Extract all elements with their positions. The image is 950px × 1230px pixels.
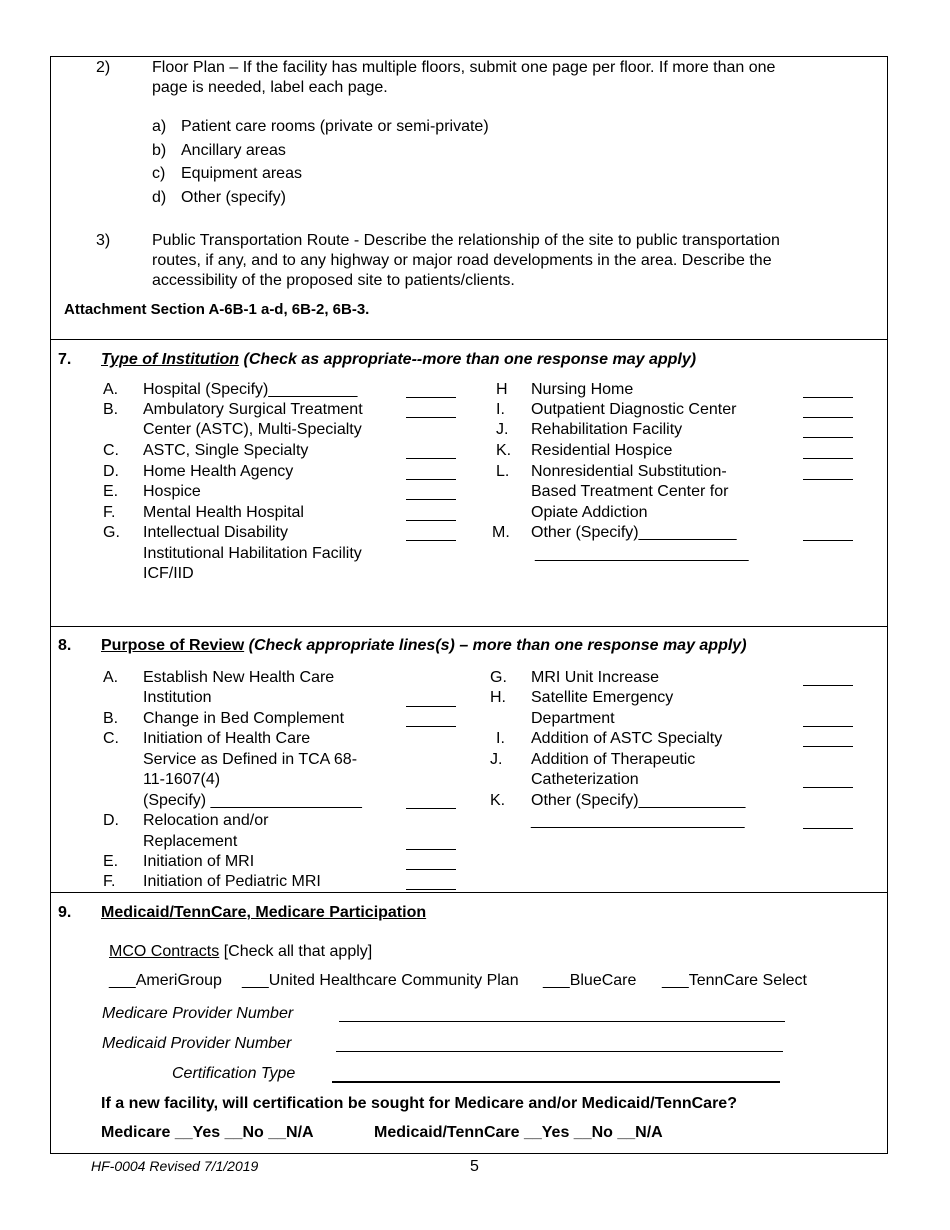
form-id: HF-0004 Revised 7/1/2019 [91,1158,259,1174]
section8-heading [101,636,747,656]
option-label: Home Health Agency [143,463,294,480]
option-label: Nursing Home [531,381,634,398]
option-letter: K. [496,442,512,459]
certification-type-label: Certification Type [172,1065,296,1082]
option-label: Change in Bed Complement [143,710,345,727]
option-label: Addition of ASTC Specialty [531,730,723,747]
subitem-letter: a) [152,118,167,135]
option-letter: B. [103,710,119,727]
mco-option-amerigroup[interactable]: ___AmeriGroup [109,972,222,989]
option-label: Residential Hospice [531,442,673,459]
checkbox-line[interactable] [406,417,456,418]
item2-text-line2: page is needed, label each page. [152,79,388,96]
option-letter: J. [490,751,503,768]
item2-number: 2) [96,59,111,76]
medicare-provider-label: Medicare Provider Number [102,1005,294,1022]
checkbox-line[interactable] [406,706,456,707]
divider-section7 [50,339,888,340]
checkbox-line[interactable] [803,685,853,686]
option-label: Institution [143,689,212,706]
checkbox-line[interactable] [406,869,456,870]
checkbox-line[interactable] [406,808,456,809]
checkbox-line[interactable] [803,458,853,459]
option-label: Intellectual Disability [143,524,288,541]
option-letter: G. [103,524,120,541]
option-letter: H. [490,689,506,706]
option-letter: C. [103,730,119,747]
item3-text-line2: routes, if any, and to any highway or major road developments in the area. Describe the [152,252,772,269]
option-label: Other (Specify)____________ [531,792,746,809]
medicare-answer[interactable]: Medicare __Yes __No __N/A [101,1124,314,1141]
option-label: Institutional Habilitation Facility [143,545,362,562]
item2-text-line1: Floor Plan – If the facility has multiple floors, submit one page per floor. If more than one [152,59,776,76]
option-letter: L. [496,463,510,480]
option-letter: C. [103,442,119,459]
checkbox-line[interactable] [406,849,456,850]
item3-text-line1: Public Transportation Route - Describe the relationship of the site to public transportation [152,232,780,249]
section9-number: 9. [58,904,72,921]
item3-text-line3: accessibility of the proposed site to patients/clients. [152,272,515,289]
mco-option-bluecare[interactable]: ___BlueCare [543,972,637,989]
item3-number: 3) [96,232,111,249]
section8-number: 8. [58,637,72,654]
subitem-text: Ancillary areas [181,142,286,159]
option-label: Satellite Emergency [531,689,674,706]
subitem-letter: d) [152,189,167,206]
certification-question: If a new facility, will certification be sought for Medicare and/or Medicaid/TennCare? [101,1095,737,1112]
option-label: Service as Defined in TCA 68- [143,751,358,768]
checkbox-line[interactable] [406,499,456,500]
option-letter: E. [103,483,119,500]
other-specify-line[interactable]: ________________________ [535,545,749,562]
subitem-text: Other (specify) [181,189,286,206]
option-label: Ambulatory Surgical Treatment [143,401,363,418]
option-letter: K. [490,792,506,809]
section8-subtitle: (Check appropriate lines(s) – more than one response may apply) [248,637,747,654]
option-letter: J. [496,421,509,438]
option-letter: D. [103,812,119,829]
medicare-provider-field[interactable] [339,1021,785,1022]
option-letter: I. [496,730,505,747]
checkbox-line[interactable] [803,726,853,727]
section8-title: Purpose of Review [101,637,245,654]
checkbox-line[interactable] [803,787,853,788]
mco-heading [109,942,372,962]
mco-option-tenncare-select[interactable]: ___TennCare Select [662,972,807,989]
page-number: 5 [470,1158,479,1175]
right-border [887,56,888,1154]
section7-number: 7. [58,351,72,368]
option-letter: D. [103,463,119,480]
option-letter: F. [103,873,116,890]
option-letter: A. [103,381,119,398]
subitem-text: Equipment areas [181,165,302,182]
top-border [50,56,888,57]
option-letter: H [496,381,508,398]
option-label: Opiate Addiction [531,504,648,521]
section9-title: Medicaid/TennCare, Medicare Participation [101,904,427,921]
option-label: (Specify) _________________ [143,792,362,809]
option-letter: I. [496,401,505,418]
certification-type-field[interactable] [332,1081,780,1083]
option-label: Rehabilitation Facility [531,421,683,438]
section7-title: Type of Institution [101,351,240,368]
other-specify-line[interactable]: ________________________ [531,812,745,829]
option-letter: G. [490,669,507,686]
subitem-letter: c) [152,165,166,182]
option-label: Department [531,710,615,727]
checkbox-line[interactable] [803,397,853,398]
option-label: Mental Health Hospital [143,504,304,521]
left-border [50,56,51,1154]
checkbox-line[interactable] [803,479,853,480]
option-label: 11-1607(4) [143,771,221,788]
section7-subtitle: (Check as appropriate--more than one response may apply) [243,351,697,368]
option-label: Establish New Health Care [143,669,335,686]
option-label: Hospice [143,483,201,500]
subitem-text: Patient care rooms (private or semi-private) [181,118,489,135]
section7-heading [101,350,696,370]
checkbox-line[interactable] [406,397,456,398]
option-label: Addition of Therapeutic [531,751,696,768]
option-label: Replacement [143,833,238,850]
checkbox-line[interactable] [406,889,456,890]
checkbox-line[interactable] [803,417,853,418]
option-label: MRI Unit Increase [531,669,660,686]
checkbox-line[interactable] [406,520,456,521]
mco-note: [Check all that apply] [219,943,373,960]
option-label: Initiation of MRI [143,853,255,870]
option-letter: M. [492,524,510,541]
checkbox-line[interactable] [803,540,853,541]
option-label: ASTC, Single Specialty [143,442,309,459]
checkbox-line[interactable] [803,437,853,438]
checkbox-line[interactable] [406,479,456,480]
option-label: ICF/IID [143,565,194,582]
option-letter: B. [103,401,119,418]
divider-section8 [50,626,888,627]
medicaid-provider-label: Medicaid Provider Number [102,1035,292,1052]
checkbox-line[interactable] [803,828,853,829]
option-label: Initiation of Pediatric MRI [143,873,321,890]
mco-label: MCO Contracts [109,943,220,960]
option-label: Other (Specify)___________ [531,524,737,541]
checkbox-line[interactable] [406,540,456,541]
bottom-border [50,1153,888,1154]
checkbox-line[interactable] [406,726,456,727]
option-label: Nonresidential Substitution- [531,463,727,480]
mco-option-united[interactable]: ___United Healthcare Community Plan [242,972,519,989]
medicaid-answer[interactable]: Medicaid/TennCare __Yes __No __N/A [374,1124,663,1141]
checkbox-line[interactable] [803,746,853,747]
option-label: Hospital (Specify)__________ [143,381,358,398]
option-letter: A. [103,669,119,686]
checkbox-line[interactable] [406,458,456,459]
option-label: Based Treatment Center for [531,483,729,500]
option-letter: E. [103,853,119,870]
option-label: Relocation and/or [143,812,269,829]
divider-section9 [50,892,888,893]
option-label: Outpatient Diagnostic Center [531,401,737,418]
subitem-letter: b) [152,142,167,159]
option-label: Center (ASTC), Multi-Specialty [143,421,362,438]
attachment-note: Attachment Section A-6B-1 a-d, 6B-2, 6B-3. [64,301,370,318]
option-label: Catheterization [531,771,639,788]
medicaid-provider-field[interactable] [336,1051,783,1052]
option-letter: F. [103,504,116,521]
option-label: Initiation of Health Care [143,730,311,747]
